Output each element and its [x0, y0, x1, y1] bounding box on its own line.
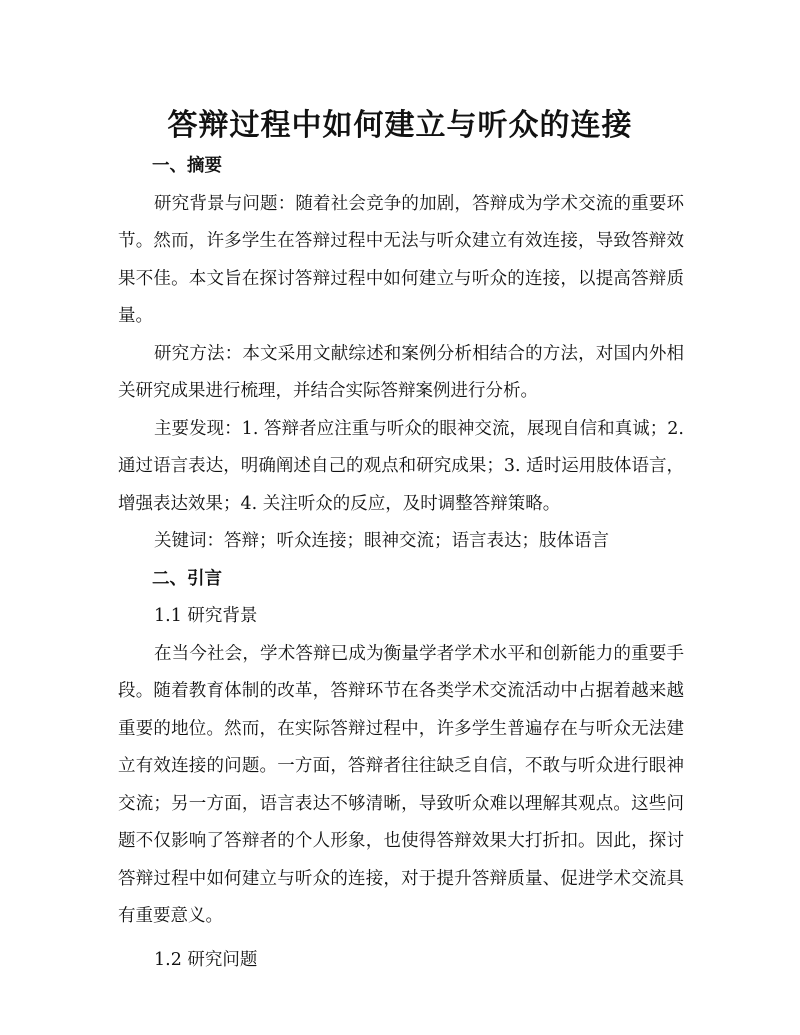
document-title: 答辩过程中如何建立与听众的连接	[167, 108, 633, 144]
intro-background-paragraph: 在当今社会，学术答辩已成为衡量学者学术水平和创新能力的重要手段。随着教育体制的改革，答辩环节在各类学术交流活动中占据着越来越重要的地位。然而，在实际答辩过程中，许多学生普遍存在与听众无法建立有效连接的问题。一方面，答辩者往往缺乏自信，不敢与听众进行眼神交流；另一方面，语言表达不够清晰，导致听众难以理解其观点。这些问题不仅影响了答辩者的个人形象，也使得答辩效果大打折扣。因此，探讨答辩过程中如何建立与听众的连接，对于提升答辩质量、促进学术交流具有重要意义。	[118, 643, 684, 926]
abstract-method-paragraph: 研究方法：本文采用文献综述和案例分析相结合的方法，对国内外相关研究成果进行梳理，并结合实际答辩案例进行分析。	[118, 343, 684, 401]
abstract-keywords-paragraph: 关键词：答辩；听众连接；眼神交流；语言表达；肢体语言	[154, 531, 609, 551]
abstract-findings-paragraph: 主要发现：1. 答辩者应注重与听众的眼神交流，展现自信和真诚；2. 通过语言表达，明确阐述自己的观点和研究成果；3. 适时运用肢体语言，增强表达效果；4. 关注听众的反应，及时调整答辩策略。	[118, 418, 684, 514]
section-heading-intro: 二、引言	[152, 568, 222, 589]
abstract-background-paragraph: 研究背景与问题：随着社会竞争的加剧，答辩成为学术交流的重要环节。然而，许多学生在答辩过程中无法与听众建立有效连接，导致答辩效果不佳。本文旨在探讨答辩过程中如何建立与听众的连接，以提高答辩质量。	[118, 193, 684, 326]
subsection-heading-research-question: 1.2 研究问题	[154, 949, 258, 970]
subsection-heading-background: 1.1 研究背景	[154, 606, 258, 626]
section-heading-abstract: 一、摘要	[152, 156, 222, 176]
document-body	[118, 148, 684, 979]
